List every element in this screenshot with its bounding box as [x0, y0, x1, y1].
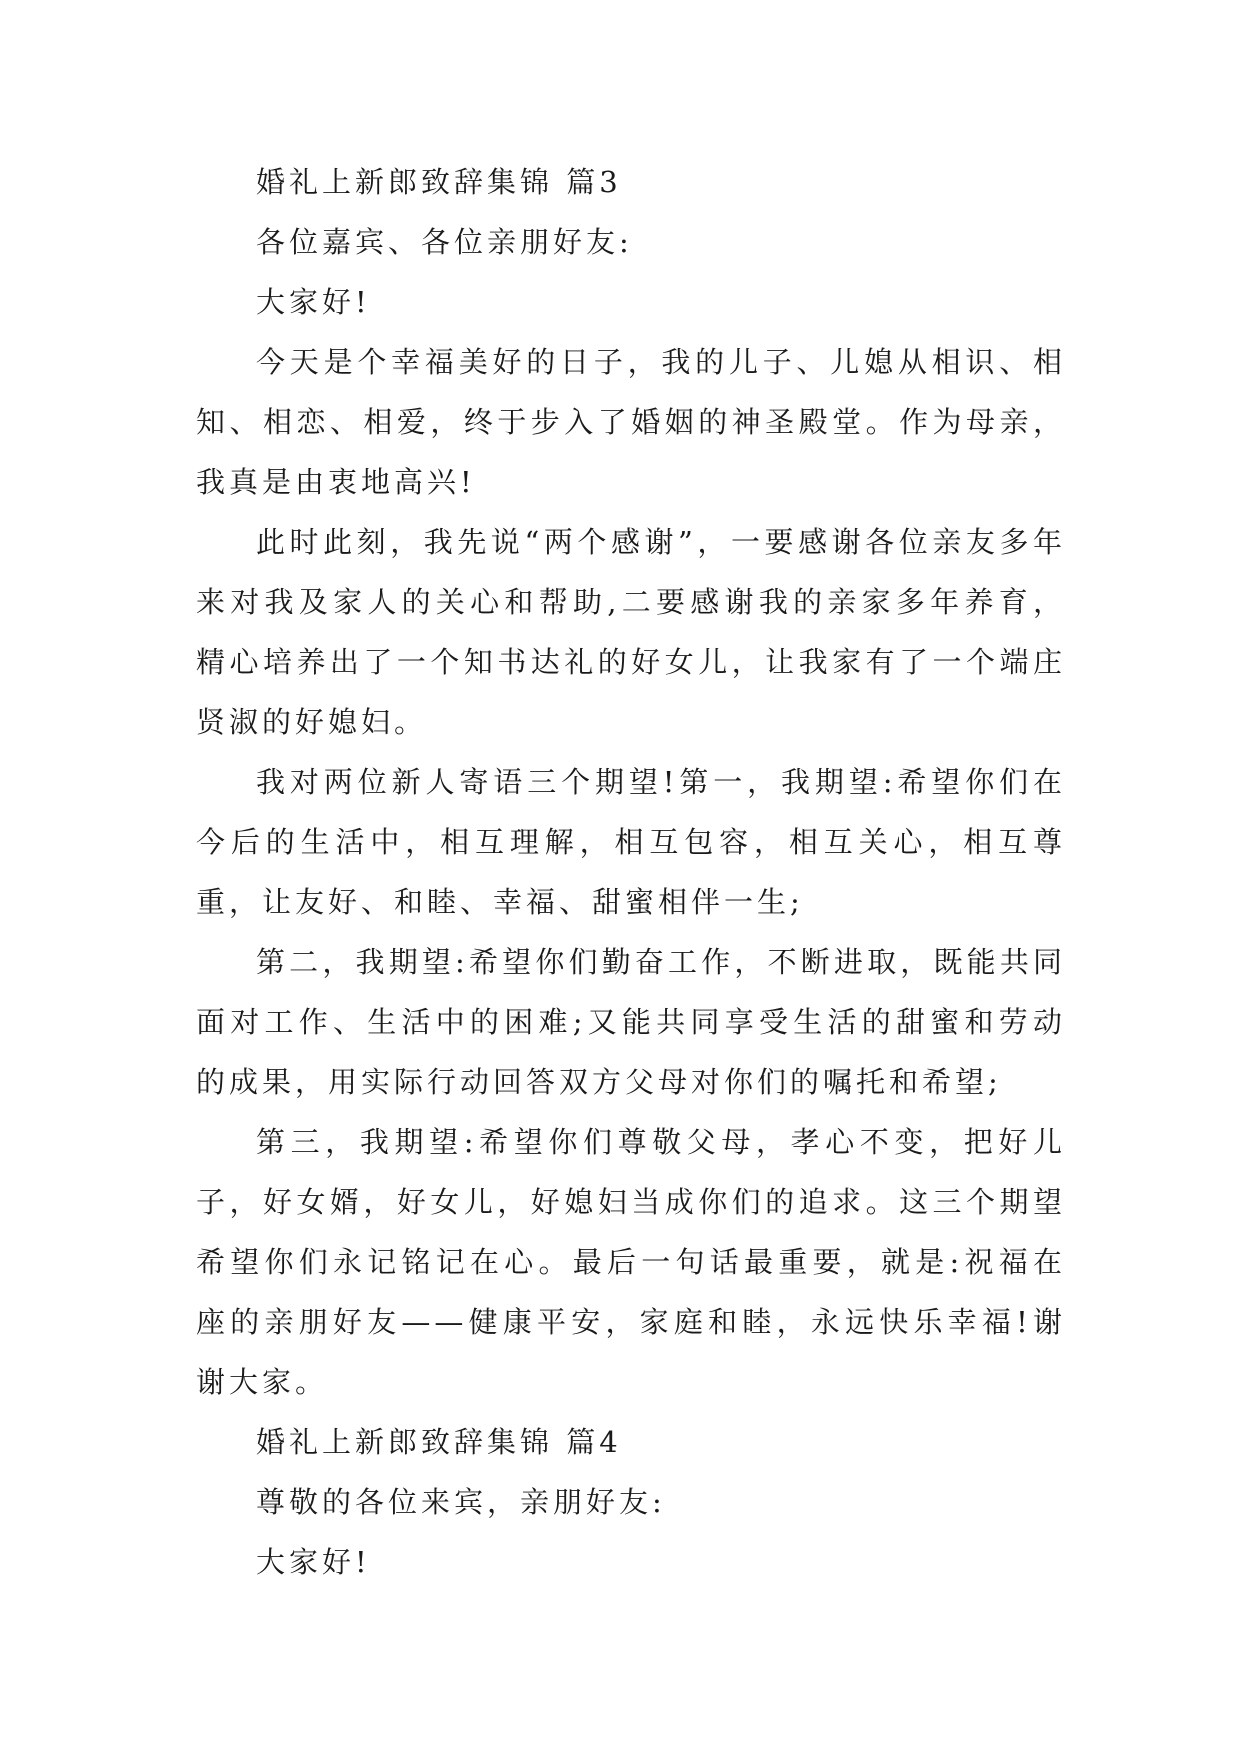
section-heading: 婚礼上新郎致辞集锦 篇3: [256, 165, 622, 199]
salutation: 各位嘉宾、各位亲朋好友:: [256, 225, 633, 259]
greeting: 大家好!: [256, 1545, 371, 1579]
body-paragraph: 此时此刻，我先说“两个感谢”，一要感谢各位亲友多年来对我及家人的关心和帮助,二要感谢我的亲家多年养育，精心培养出了一个知书达礼的好女儿，让我家有了一个端庄贤淑的好媳妇。: [196, 525, 1066, 739]
body-paragraph: 第三，我期望:希望你们尊敬父母，孝心不变，把好儿子，好女婿，好女儿，好媳妇当成你们的追求。这三个期望希望你们永记铭记在心。最后一句话最重要，就是:祝福在座的亲朋好友——健康平安，家庭和睦，永远快乐幸福!谢谢大家。: [196, 1125, 1066, 1399]
document-body: [196, 152, 1066, 1592]
section-heading: 婚礼上新郎致辞集锦 篇4: [256, 1425, 622, 1459]
body-paragraph: 我对两位新人寄语三个期望!第一，我期望:希望你们在今后的生活中，相互理解，相互包容，相互关心，相互尊重，让友好、和睦、幸福、甜蜜相伴一生;: [196, 765, 1066, 919]
greeting: 大家好!: [256, 285, 371, 319]
body-paragraph: 今天是个幸福美好的日子，我的儿子、儿媳从相识、相知、相恋、相爱，终于步入了婚姻的神圣殿堂。作为母亲，我真是由衷地高兴!: [196, 345, 1066, 499]
body-paragraph: 第二，我期望:希望你们勤奋工作，不断进取，既能共同面对工作、生活中的困难;又能共同享受生活的甜蜜和劳动的成果，用实际行动回答双方父母对你们的嘱托和希望;: [196, 945, 1066, 1099]
salutation: 尊敬的各位来宾，亲朋好友:: [256, 1485, 666, 1519]
